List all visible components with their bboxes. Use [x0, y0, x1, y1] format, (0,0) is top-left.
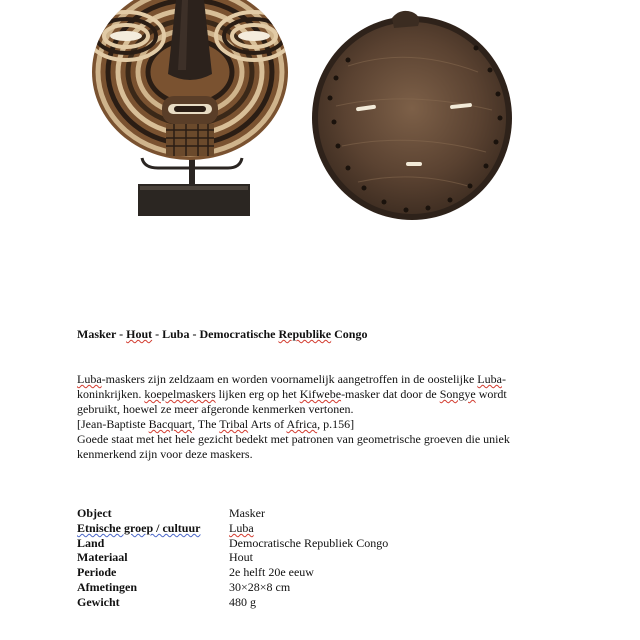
spec-label: Periode [77, 565, 117, 580]
spec-row [77, 565, 388, 580]
description-line: gebruikt, hoewel ze meer afgeronde kenmerken vertonen. [77, 402, 354, 416]
spec-label: Land [77, 535, 105, 550]
spec-label: Etnische groep / cultuur [77, 520, 201, 535]
spec-row [77, 580, 388, 595]
spec-label: Materiaal [77, 550, 128, 565]
spec-value: Hout [229, 550, 253, 565]
spec-row [77, 536, 388, 551]
spec-value: 2e helft 20e eeuw [229, 565, 314, 580]
description-line: Goede staat met het hele gezicht bedekt met patronen van geometrische groeven die uniek [77, 432, 510, 446]
mask-on-stand-photo [88, 0, 294, 222]
round-wooden-mask-photo [308, 6, 518, 226]
spec-label: Afmetingen [77, 579, 137, 594]
spec-value: Masker [229, 506, 265, 520]
spec-label: Gewicht [77, 594, 120, 609]
page-title: Masker - Hout - Luba - Democratische Republike Congo [77, 327, 368, 341]
spec-value: 480 g [229, 594, 256, 609]
spec-label: Object [77, 506, 112, 520]
spec-row [77, 550, 388, 565]
spec-value: Democratische Republiek Congo [229, 535, 389, 550]
spec-value: 30×28×8 cm [229, 579, 291, 594]
description-line: Luba-maskers zijn zeldzaam en worden voornamelijk aangetroffen in de oostelijke Luba- [77, 372, 506, 386]
description-line: koninkrijken. koepelmaskers lijken erg op het Kifwebe-masker dat door de Songye wordt [77, 387, 507, 401]
specs-table [77, 506, 388, 610]
description-citation: [Jean-Baptiste Bacquart, The Tribal Arts of Africa, p.156] [77, 417, 355, 431]
spec-row [77, 506, 388, 521]
description [77, 372, 557, 462]
spec-row [77, 521, 388, 536]
spec-row [77, 595, 388, 610]
description-line: kenmerkend zijn voor deze maskers. [77, 447, 253, 461]
spec-value: Luba [229, 520, 254, 535]
